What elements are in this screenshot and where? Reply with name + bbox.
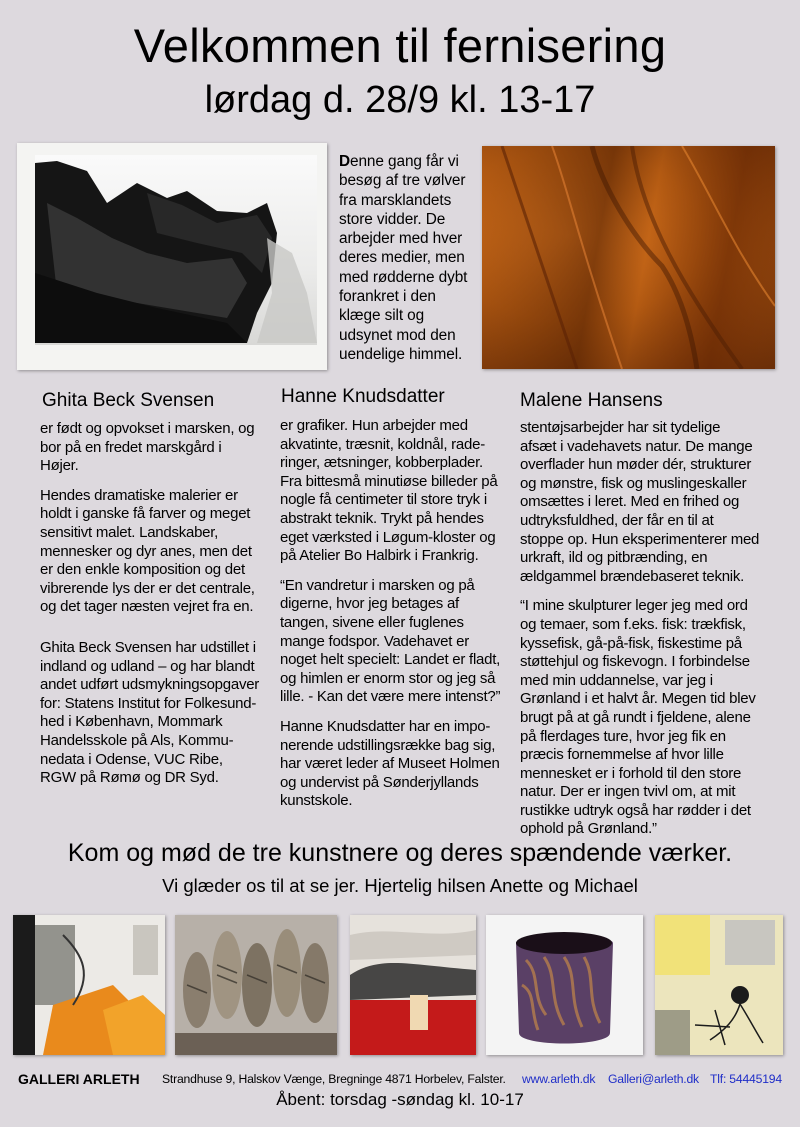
- artist-name-ghita: Ghita Beck Svensen: [42, 390, 215, 411]
- phone-number[interactable]: Tlf: 54445194: [710, 1072, 782, 1086]
- bio-paragraph: “En vandretur i marsken og på digerne, hvor jeg betages af tangen, sivene eller fuglenes mange fodspor. Vadehavet er noget helt specielt: Landet er fladt, og himlen er enorm stor og jeg så lille. - Kan det være mere intenst?”: [280, 576, 501, 706]
- bio-paragraph: “I mine skulpturer leger jeg med ord og temaer, som f.eks. fisk: trækfisk, kyssefisk, gå-på-fisk, fiskestime på støttehjul og fiskevogn. I forbindelse med min uddannelse, var jeg i Grønland i et halvt år. Megen tid blev brugt på at gå rundt i fjeldene, alene på flerdages ture, hvor jeg fik en præcis fornemmelse af hvor lille mennesket er i forhold til den store natur. Der er ingen tvivl om, at mit rustikke udtryk også har rødder i det ophold på Grønland.”: [520, 597, 756, 838]
- bio-paragraph: stentøjsarbejder har sit tydelige afsæt i vadehavets natur. De mange overflader hun møder dér, strukturer og mønstre, fisk og muslingeskaller omsættes i leret. Med en frihed og udtryksfuldhed, der får en til at stoppe op. Hun eksperimenterer med urkraft, ild og pitbrænding, en ældgammel brændebaseret teknik.: [520, 419, 760, 585]
- artwork-thumbnail-abstract-orange: [13, 915, 165, 1055]
- intro-initial: D: [339, 153, 351, 170]
- artwork-print-image: [17, 143, 327, 370]
- page-title: Velkommen til fernisering: [133, 19, 667, 72]
- artist-name-hanne: Hanne Knudsdatter: [281, 386, 445, 407]
- intro-text: [339, 152, 479, 364]
- artist-bio-malene: [520, 419, 760, 850]
- greeting-text: Vi glæder os til at se jer. Hjertelig hilsen Anette og Michael: [162, 875, 638, 896]
- intro-body: enne gang får vi besøg af tre vølver fra marsklandets store vidder. De arbejder med hver deres medier, men med rødderne dybt forankret i den klæge silt og udsynet mod den uendelige himmel.: [339, 153, 468, 363]
- artist-bio-hanne: [280, 417, 503, 822]
- website-link[interactable]: www.arleth.dk: [522, 1072, 596, 1086]
- bio-paragraph: Hendes dramatiske malerier er holdt i ganske få farver og meget sensitivt malet. Landskaber, mennesker og dyr anes, men det er den enkle komposition og det vibrerende lys der er det centrale, og det tager næsten vejret fra en.: [40, 486, 255, 616]
- bio-paragraph: Hanne Knudsdatter har en impo-nerende udstillingsrække bag sig, har været leder af Museet Holmen og undervist på Sønderjyllands kunstskole.: [280, 717, 500, 810]
- artist-name-malene: Malene Hansens: [520, 390, 663, 411]
- artwork-thumbnail-fish-sculptures: [175, 915, 337, 1055]
- gallery-address: Strandhuse 9, Halskov Vænge, Bregninge 4871 Horbelev, Falster.: [162, 1072, 506, 1086]
- call-to-action: Kom og mød de tre kunstnere og deres spændende værker.: [67, 839, 733, 867]
- artwork-rust-painting-image: [482, 146, 775, 369]
- bio-paragraph: er født og opvokset i marsken, og bor på en fredet marskgård i Højer.: [40, 420, 255, 475]
- event-date: lørdag d. 28/9 kl. 13-17: [204, 79, 596, 121]
- opening-hours: Åbent: torsdag -søndag kl. 10-17: [276, 1090, 524, 1109]
- bio-paragraph: Ghita Beck Svensen har udstillet i indland og udland – og har blandt andet udført udsmykningsopgaver for: Statens Institut for Folkesund-hed i København, Mommark Handelsskole på Als, Kommu-nedata i Odense, VUC Ribe, RGW på Rømø og DR Syd.: [40, 638, 260, 787]
- bio-paragraph: er grafiker. Hun arbejder med akvatinte, træsnit, koldnål, rade-ringer, ætsninger, kobberplader. Fra bittesmå minutiøse billeder på nogle få centimeter til store tryk i abstrakt teknik. Trykt på hendes eget værksted i Løgum-kloster og på Atelier Bo Halbirk i Frankrig.: [280, 417, 498, 565]
- artwork-thumbnail-ceramic-bowl: [486, 915, 643, 1055]
- artist-bio-ghita: [40, 420, 260, 799]
- artwork-thumbnail-red-abstract: [350, 915, 476, 1055]
- artwork-thumbnail-yellow-abstract: [655, 915, 783, 1055]
- gallery-name: GALLERI ARLETH: [18, 1071, 140, 1087]
- email-link[interactable]: Galleri@arleth.dk: [608, 1072, 699, 1086]
